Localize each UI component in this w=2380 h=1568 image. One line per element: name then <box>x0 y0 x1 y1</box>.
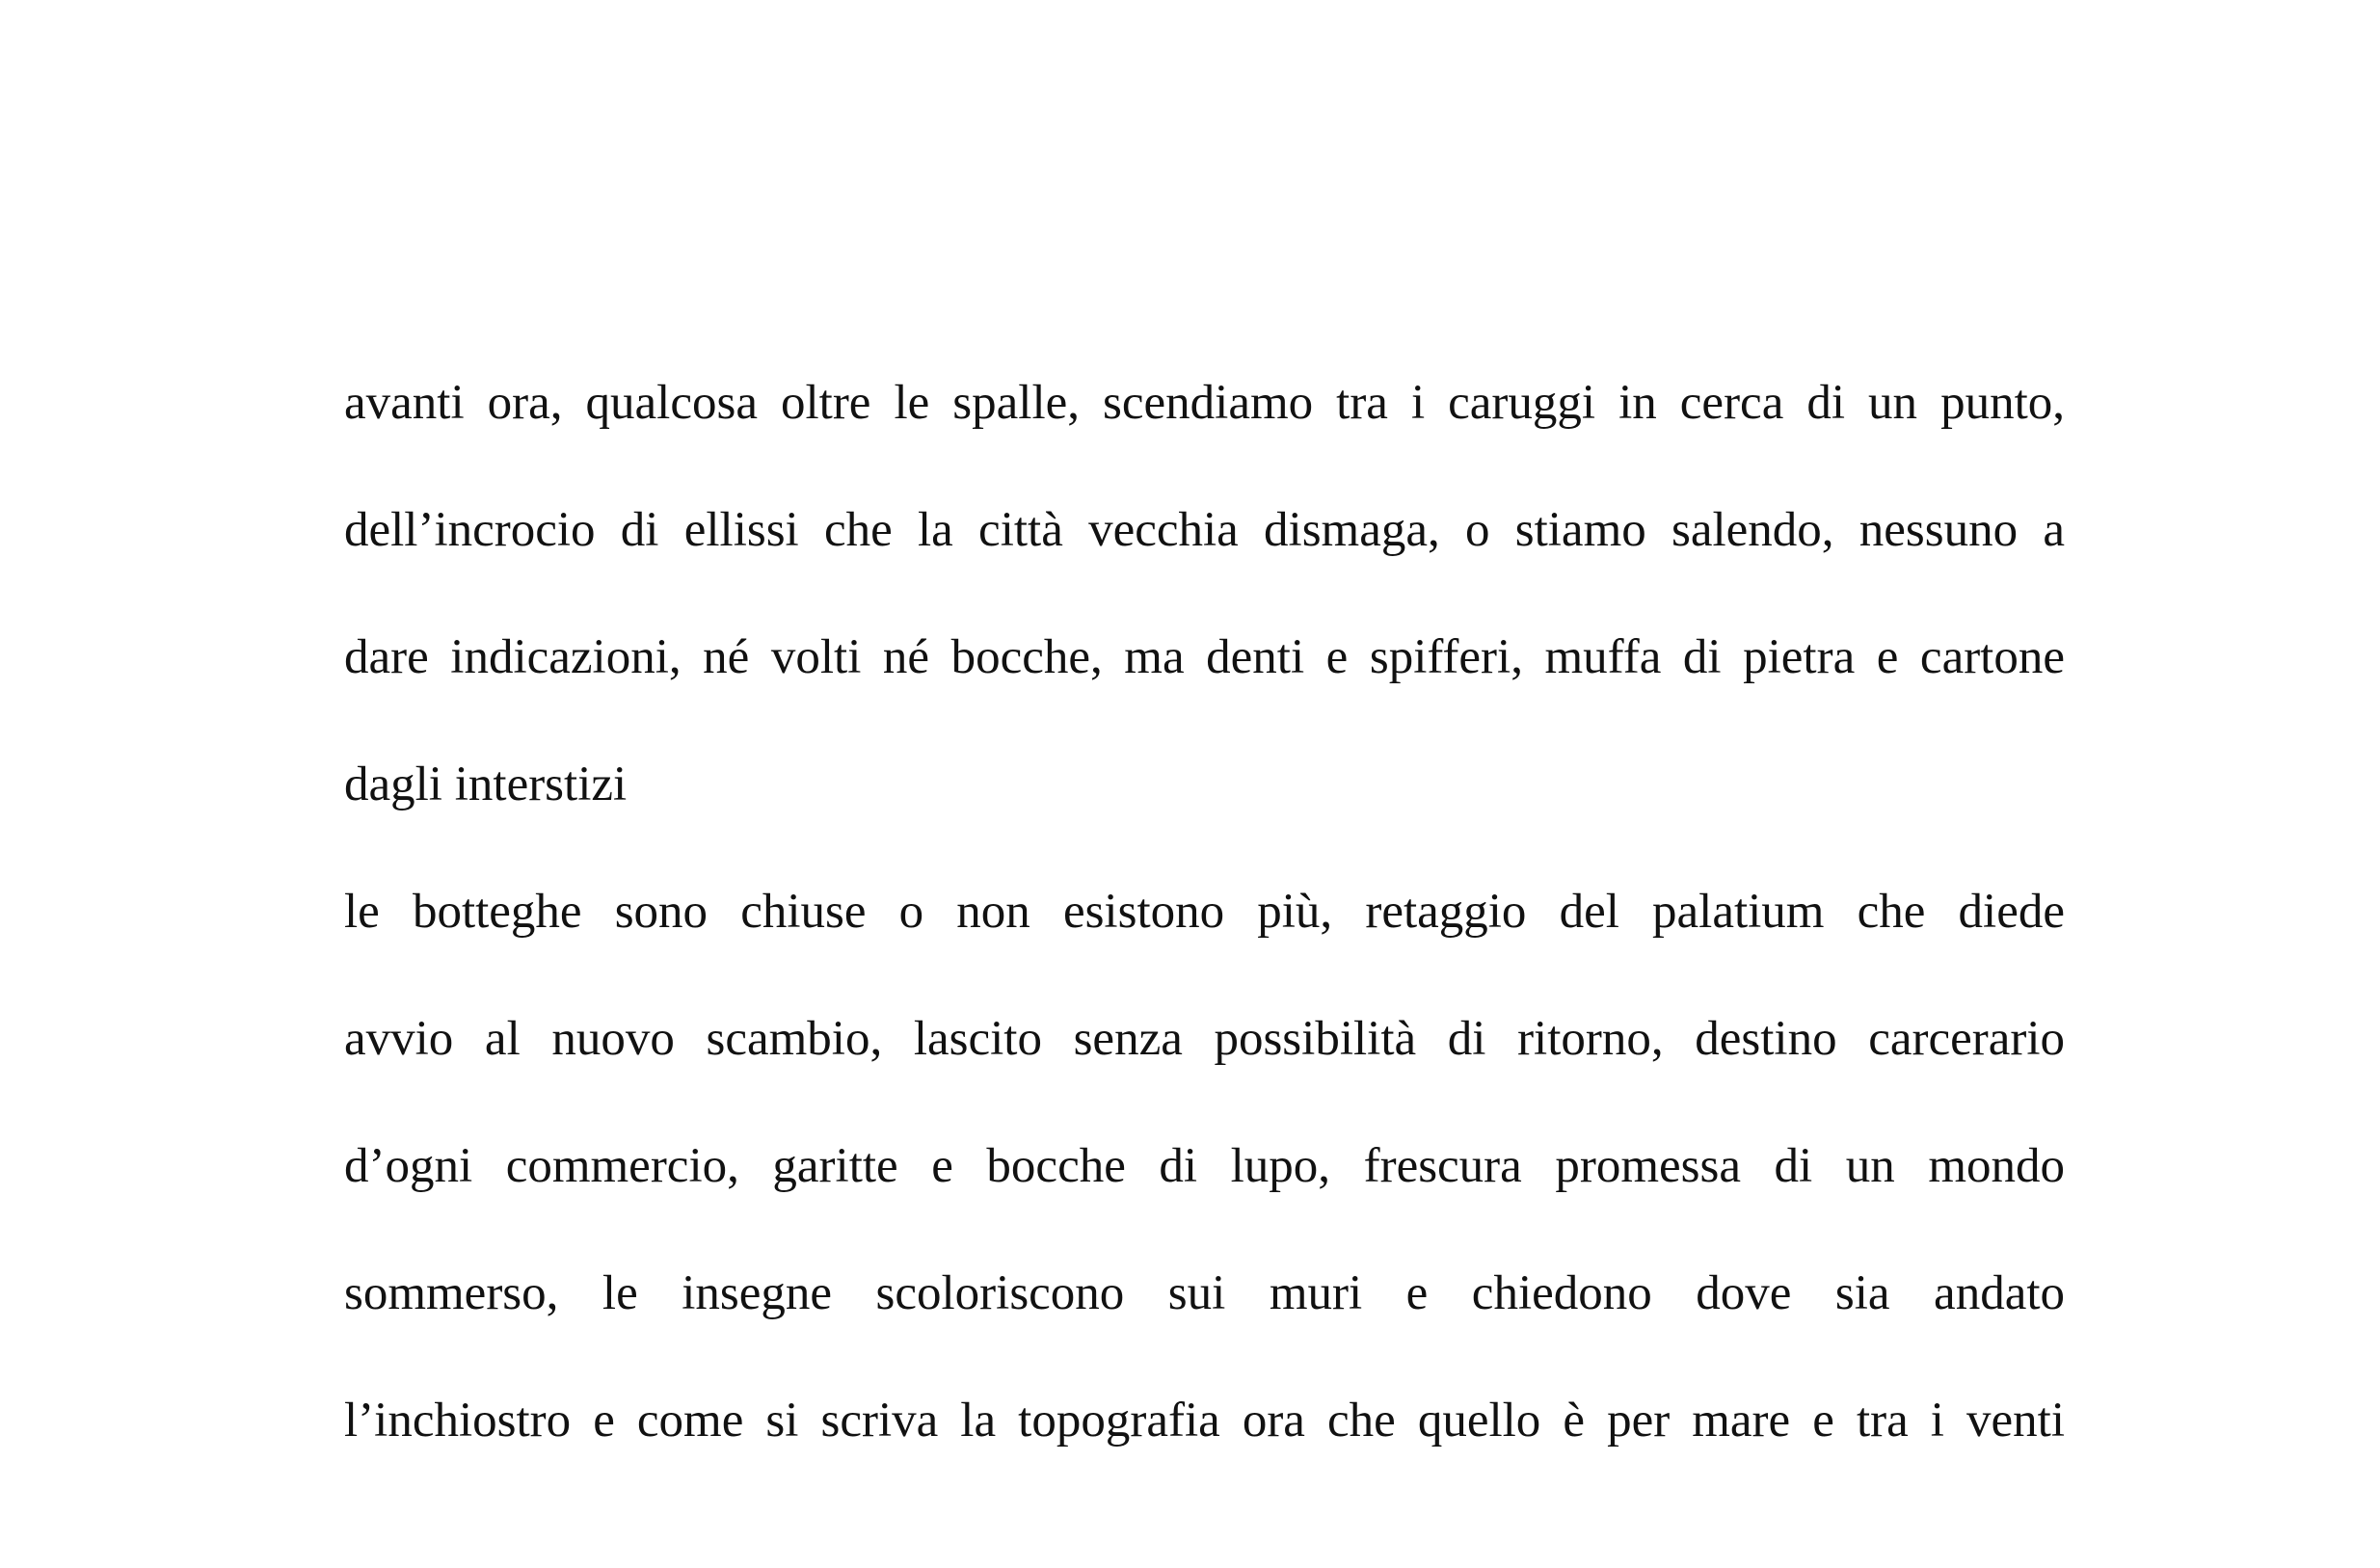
body-text <box>344 339 2065 1484</box>
text-line: dagli interstizi <box>344 757 628 811</box>
text-line: sommerso, le insegne scoloriscono sui muri e chiedono dove sia andato <box>344 1266 2065 1320</box>
text-line: dell’incrocio di ellissi che la città vecchia dismaga, o stiamo salendo, nessuno a <box>344 503 2065 557</box>
paragraph-1 <box>344 339 2065 848</box>
text-line: dare indicazioni, né volti né bocche, ma denti e spifferi, muffa di pietra e cartone <box>344 630 2065 684</box>
text-line: avvio al nuovo scambio, lascito senza possibilità di ritorno, destino carcerario <box>344 1012 2065 1066</box>
text-line: avanti ora, qualcosa oltre le spalle, scendiamo tra i caruggi in cerca di un punto, <box>344 376 2065 430</box>
text-line: l’inchiostro e come si scriva la topografia ora che quello è per mare e tra i venti <box>344 1394 2065 1448</box>
paragraph-2 <box>344 848 2065 1484</box>
text-line: d’ogni commercio, garitte e bocche di lupo, frescura promessa di un mondo <box>344 1139 2065 1193</box>
text-line: le botteghe sono chiuse o non esistono più, retaggio del palatium che diede <box>344 885 2065 939</box>
